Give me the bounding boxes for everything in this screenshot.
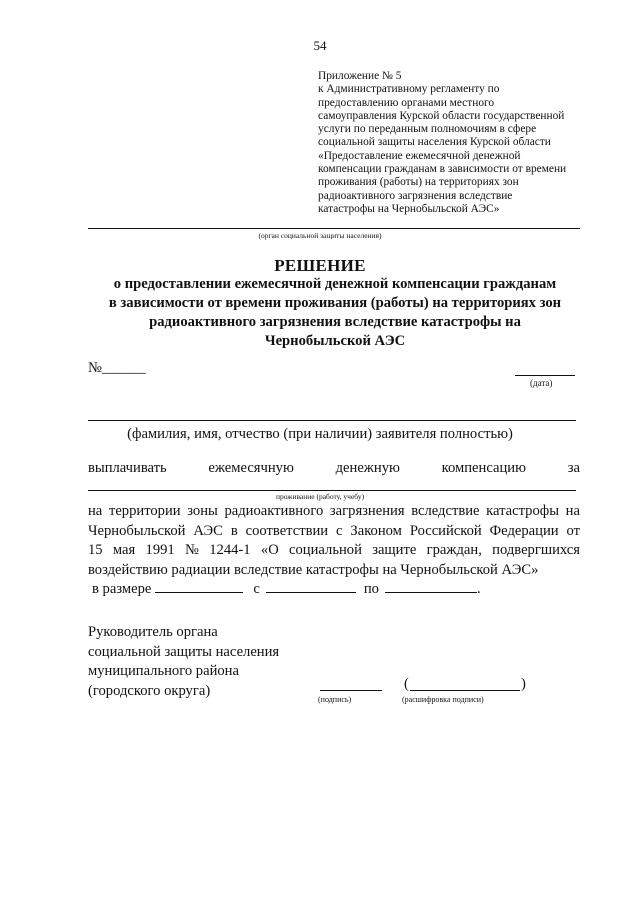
signature-line: социальной защиты населения: [88, 643, 280, 660]
pay-word: денежную: [335, 460, 400, 476]
decode-open-paren: (: [404, 676, 409, 692]
signature-line: муниципального района: [88, 663, 239, 679]
body-text: [88, 502, 580, 600]
appendix-line: к Административному регламенту по: [318, 83, 500, 96]
decode-line: [410, 690, 520, 691]
appendix-header: [318, 70, 580, 216]
appendix-line: «Предоставление ежемесячной денежной: [318, 149, 521, 162]
signature-line: Руководитель органа: [88, 624, 218, 640]
subtitle-line: радиоактивного загрязнения вследствие катастрофы на: [149, 314, 521, 330]
pay-word: компенсацию: [441, 460, 526, 476]
pay-word: выплачивать: [88, 460, 167, 476]
subtitle-line: Чернобыльской АЭС: [264, 333, 406, 349]
applicant-line: [88, 420, 576, 421]
pay-word: ежемесячную: [208, 460, 294, 476]
organ-caption: (орган социальной защиты населения): [258, 231, 382, 240]
date-line: [515, 375, 575, 376]
from-blank: [266, 580, 356, 593]
appendix-line: радиоактивного загрязнения вследствие: [318, 189, 513, 202]
decode-close-paren: ): [521, 676, 526, 692]
subtitle-line: в зависимости от времени проживания (работы) на территориях зон: [108, 295, 562, 311]
to-blank: [385, 580, 477, 593]
amount-line: в размере с по .: [88, 580, 580, 600]
residence-line: [88, 490, 576, 491]
appendix-line: Приложение № 5: [318, 70, 402, 82]
appendix-line: проживания (работы) на территориях зон: [318, 176, 519, 189]
body-line: Чернобыльской АЭС в соответствии с Законом Российской Федерации от: [88, 522, 580, 539]
amount-label: в размере: [92, 581, 152, 597]
signature-block: [88, 623, 279, 701]
body-line: 15 мая 1991 № 1244-1 «О социальной защите граждан, подвергшихся: [88, 542, 580, 558]
organ-line: [88, 228, 580, 229]
appendix-line: услуги по переданным полномочиям в сфере: [318, 123, 537, 136]
pay-row: [88, 460, 580, 477]
signature-line: (городского округа): [88, 682, 211, 699]
residence-caption: проживание (работу, учебу): [275, 492, 365, 501]
amount-blank: [155, 580, 243, 593]
body-line: воздействию радиации вследствие катастрофы на Чернобыльской АЭС»: [88, 561, 539, 578]
appendix-line: предоставлению органами местного: [318, 96, 495, 109]
pay-word: за: [567, 460, 580, 476]
page-number: 54: [313, 38, 327, 53]
document-subtitle: [70, 275, 600, 351]
applicant-caption: (фамилия, имя, отчество (при наличии) заявителя полностью): [127, 426, 513, 442]
appendix-line: компенсации гражданам в зависимости от времени: [318, 163, 567, 176]
date-caption: (дата): [530, 378, 553, 388]
to-label: по: [363, 581, 379, 597]
appendix-line: катастрофы на Чернобыльской АЭС»: [318, 202, 500, 215]
body-line: на территории зоны радиоактивного загрязнения вследствие катастрофы на: [88, 503, 580, 519]
sign-caption: (подпись): [318, 695, 352, 704]
decode-caption: (расшифровка подписи): [402, 695, 484, 704]
appendix-line: самоуправления Курской области государственной: [318, 109, 565, 122]
subtitle-line: о предоставлении ежемесячной денежной компенсации гражданам: [113, 276, 557, 292]
from-label: с: [253, 581, 260, 597]
sign-line: [320, 690, 382, 691]
number-field: №______: [88, 360, 146, 376]
document-title: РЕШЕНИЕ: [274, 256, 366, 275]
appendix-line: социальной защиты населения Курской области: [318, 136, 551, 149]
